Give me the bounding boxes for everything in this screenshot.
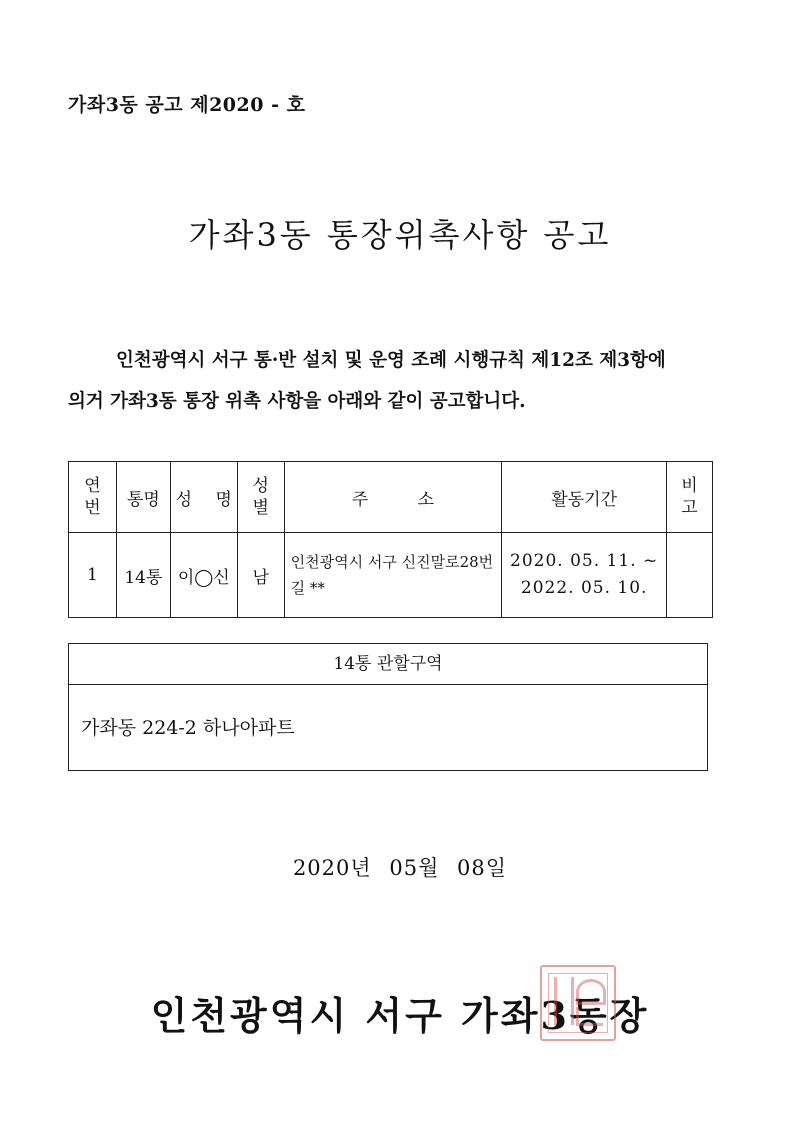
notice-body [68, 340, 708, 422]
official-seal-stamp [540, 965, 616, 1041]
header-name: 성 명 [170, 462, 237, 533]
header-address: 주 소 [284, 462, 502, 533]
notice-body-line-1: 인천광역시 서구 통·반 설치 및 운영 조례 시행규칙 제12조 제3항에 [116, 350, 666, 371]
header-note: 비고 [667, 462, 713, 533]
table-header-row [69, 462, 713, 533]
cell-tong: 14통 [116, 533, 170, 618]
page-title: 가좌3동 통장위촉사항 공고 [188, 216, 612, 254]
header-tong: 통명 [116, 462, 170, 533]
notice-body-line-2: 의거 가좌3동 통장 위촉 사항을 아래와 같이 공고합니다. [68, 391, 526, 412]
document-number: 가좌3동 공고 제2020 - 호 [68, 94, 306, 116]
header-gender: 성별 [237, 462, 284, 533]
issuer-name: 인천광역시 서구 가좌3동장 [150, 993, 650, 1038]
jurisdiction-content: 가좌동 224-2 하나아파트 [81, 717, 295, 739]
jurisdiction-box [68, 643, 708, 771]
jurisdiction-title: 14통 관할구역 [69, 644, 707, 685]
cell-period [502, 533, 667, 618]
cell-address: 인천광역시 서구 신진말로28번길 ** [284, 533, 502, 618]
cell-no: 1 [69, 533, 117, 618]
table-row [69, 533, 713, 618]
cell-gender: 남 [237, 533, 284, 618]
header-period: 활동기간 [502, 462, 667, 533]
period-end: 2022. 05. 10. [520, 578, 648, 598]
cell-name: 이◯신 [170, 533, 237, 618]
cell-note [667, 533, 713, 618]
period-start: 2020. 05. 11. ~ [510, 551, 659, 571]
notice-date: 2020년 05월 08일 [292, 856, 508, 880]
header-no: 연번 [69, 462, 117, 533]
appointment-table [68, 461, 713, 618]
